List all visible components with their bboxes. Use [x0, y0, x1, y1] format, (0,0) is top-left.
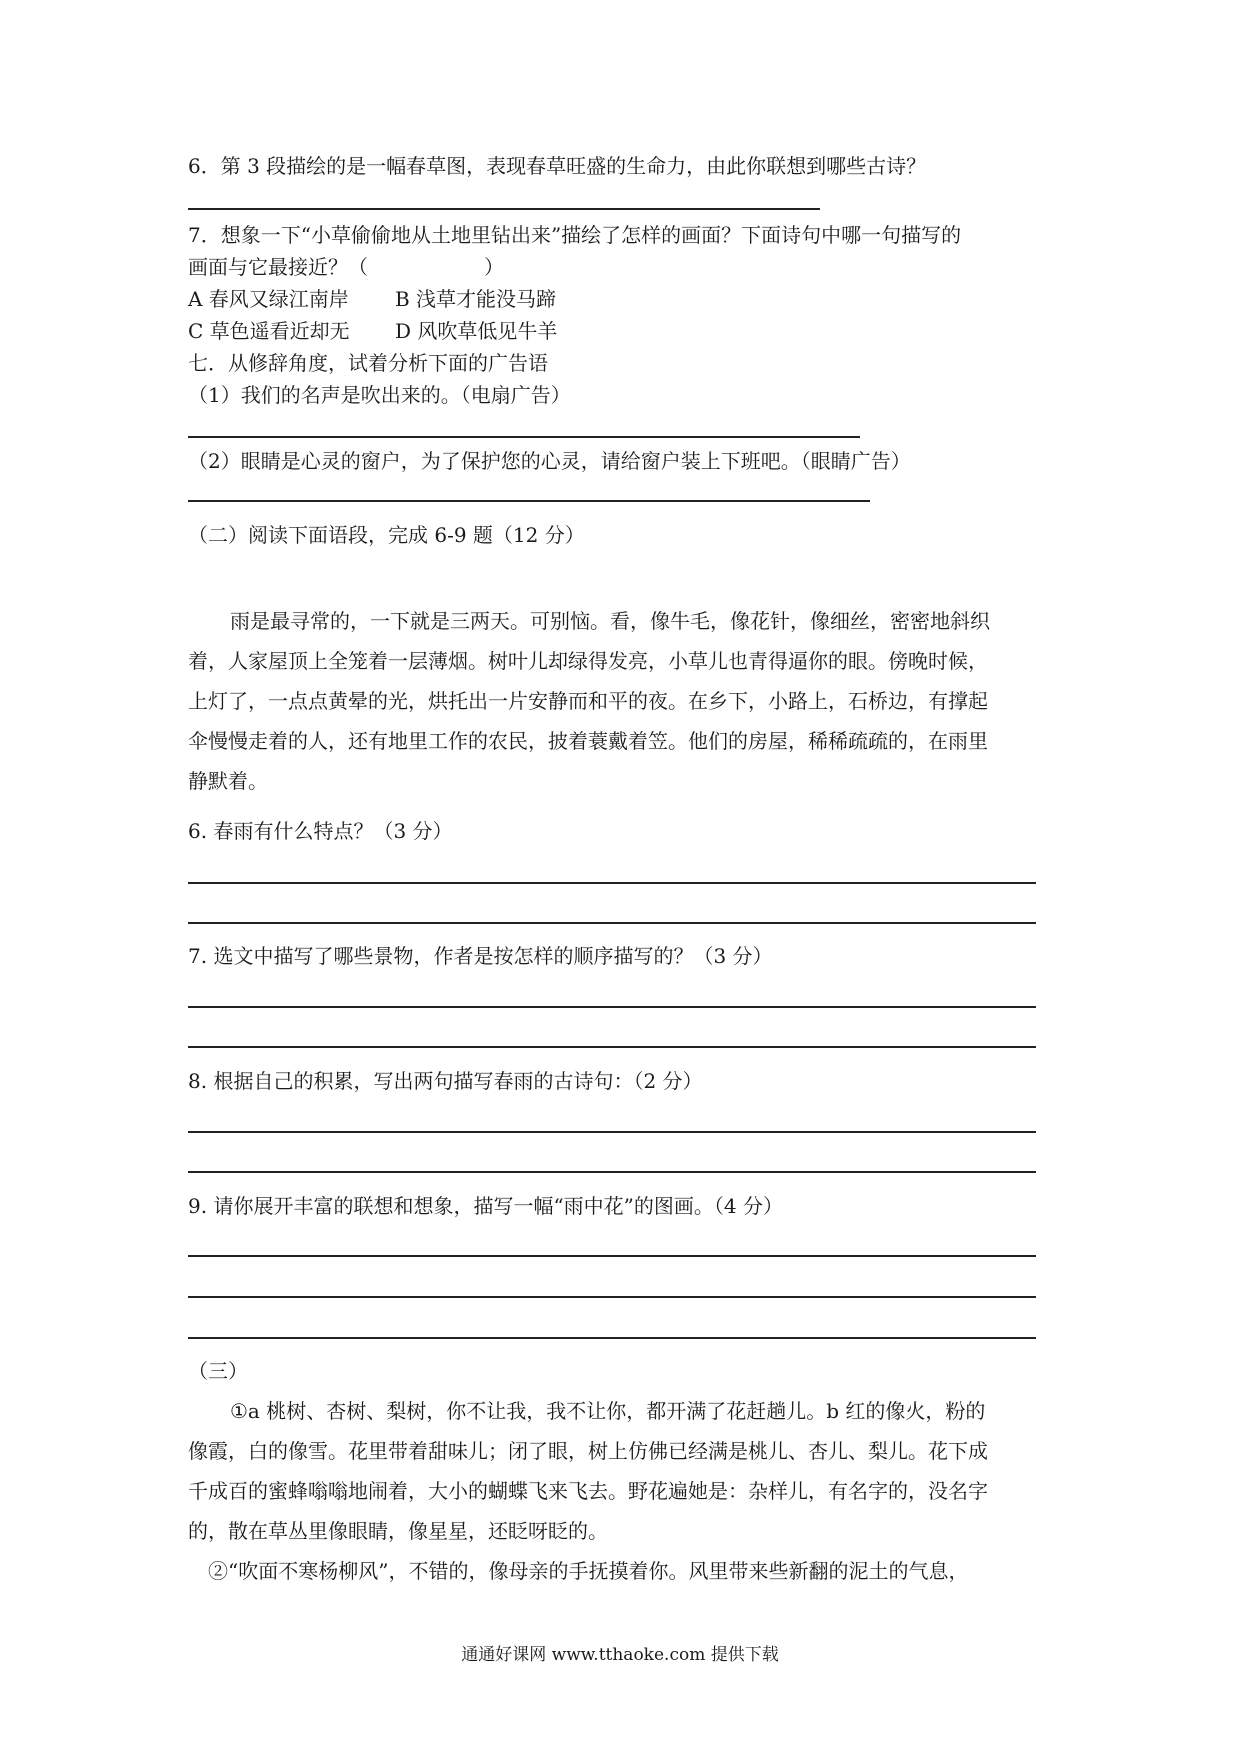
- part3-passage-line: 的，散在草丛里像眼睛，像星星，还眨呀眨的。: [188, 1519, 608, 1543]
- part2-q7: 7. 选文中描写了哪些景物，作者是按怎样的顺序描写的？（3 分）: [188, 944, 773, 968]
- part3-heading: （三）: [188, 1359, 248, 1383]
- part2-q8: 8. 根据自己的积累，写出两句描写春雨的古诗句：（2 分）: [188, 1069, 703, 1093]
- part2-q6-answer-line[interactable]: [188, 882, 1036, 884]
- part3-passage-line: ①a 桃树、杏树、梨树，你不让我，我不让你，都开满了花赶趟儿。b 红的像火，粉的: [230, 1399, 986, 1423]
- part2-q7-answer-line[interactable]: [188, 1046, 1036, 1048]
- part2-passage-line: 着，人家屋顶上全笼着一层薄烟。树叶儿却绿得发亮，小草儿也青得逼你的眼。傍晚时候，: [188, 649, 988, 673]
- part2-q6-answer-line[interactable]: [188, 922, 1036, 924]
- part2-heading: （二）阅读下面语段，完成 6-9 题（12 分）: [188, 523, 585, 547]
- sec7-item2-answer-line[interactable]: [188, 500, 870, 502]
- sec7-item1: （1）我们的名声是吹出来的。（电扇广告）: [188, 383, 571, 407]
- part2-q7-answer-line[interactable]: [188, 1006, 1036, 1008]
- part3-passage-line: 千成百的蜜蜂嗡嗡地闹着，大小的蝴蝶飞来飞去。野花遍她是：杂样儿，有名字的，没名字: [188, 1479, 988, 1503]
- q7-prompt-line1: 7．想象一下“小草偷偷地从土地里钻出来”描绘了怎样的画面？下面诗句中哪一句描写的: [188, 223, 962, 247]
- q7-answer-blank[interactable]: [384, 254, 480, 280]
- q7-prompt-line2: 画面与它最接近？（: [188, 255, 368, 279]
- part3-passage-line: ②“吹面不寒杨柳风”，不错的，像母亲的手抚摸着你。风里带来些新翻的泥土的气息，: [208, 1559, 969, 1583]
- part3-passage-line: 像霞，白的像雪。花里带着甜味儿；闭了眼，树上仿佛已经满是桃儿、杏儿、梨儿。花下成: [188, 1439, 988, 1463]
- q7-option-c: C 草色遥看近却无: [188, 319, 350, 343]
- part2-q9: 9. 请你展开丰富的联想和想象，描写一幅“雨中花”的图画。（4 分）: [188, 1194, 783, 1218]
- sec7-item1-answer-line[interactable]: [188, 436, 860, 438]
- page-footer: 通通好课网 www.tthaoke.com 提供下载: [461, 1645, 779, 1665]
- part2-passage-line: 雨是最寻常的，一下就是三两天。可别恼。看，像牛毛，像花针，像细丝，密密地斜织: [230, 609, 990, 633]
- part2-q8-answer-line[interactable]: [188, 1171, 1036, 1173]
- part2-q9-answer-line[interactable]: [188, 1337, 1036, 1339]
- part2-passage-line: 静默着。: [188, 769, 268, 793]
- part2-q9-answer-line[interactable]: [188, 1296, 1036, 1298]
- q7-option-a: A 春风又绿江南岸: [188, 287, 349, 311]
- sec7-item2: （2）眼睛是心灵的窗户，为了保护您的心灵，请给窗户装上下班吧。（眼睛广告）: [188, 449, 911, 473]
- q6-prompt: 6．第 3 段描绘的是一幅春草图，表现春草旺盛的生命力，由此你联想到哪些古诗？: [188, 154, 927, 178]
- part2-passage-line: 伞慢慢走着的人，还有地里工作的农民，披着蓑戴着笠。他们的房屋，稀稀疏疏的，在雨里: [188, 729, 988, 753]
- part2-passage-line: 上灯了，一点点黄晕的光，烘托出一片安静而和平的夜。在乡下，小路上，石桥边，有撑起: [188, 689, 988, 713]
- part2-q9-answer-line[interactable]: [188, 1255, 1036, 1257]
- q7-option-b: B 浅草才能没马蹄: [395, 287, 557, 311]
- q6-answer-line[interactable]: [188, 208, 820, 210]
- q7-option-d: D 风吹草低见牛羊: [395, 319, 558, 343]
- part2-q6: 6. 春雨有什么特点？（3 分）: [188, 819, 453, 843]
- q7-answer-bracket-close: ）: [484, 255, 504, 279]
- part2-q8-answer-line[interactable]: [188, 1131, 1036, 1133]
- sec7-title: 七．从修辞角度，试着分析下面的广告语: [188, 351, 548, 375]
